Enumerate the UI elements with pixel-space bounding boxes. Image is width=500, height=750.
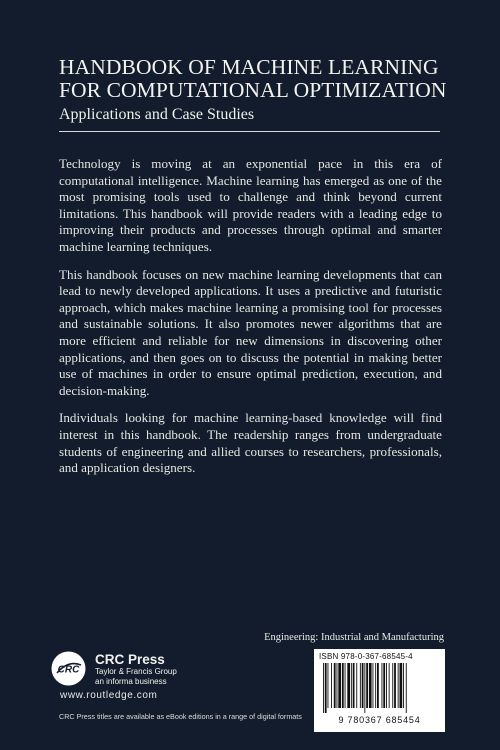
title-divider: [59, 131, 440, 132]
description: [59, 156, 442, 488]
barcode-bar: [338, 663, 341, 708]
logo-text: CRC: [57, 664, 80, 676]
subject-category: Engineering: Industrial and Manufacturing: [264, 632, 444, 643]
barcode-bar: [364, 663, 365, 713]
barcode-bar: [323, 663, 324, 713]
barcode-bar: [342, 663, 344, 708]
barcode-bar: [337, 663, 338, 708]
barcode-bar: [403, 663, 404, 708]
barcode-bar: [382, 663, 383, 708]
barcode-bar: [400, 663, 403, 708]
publisher-business: an informa business: [95, 677, 167, 686]
book-title: [59, 56, 459, 102]
title-line-1: HANDBOOK OF MACHINE LEARNING: [59, 55, 439, 79]
ebook-note: CRC Press titles are available as eBook editions in a range of digital formats: [59, 712, 302, 721]
barcode-bar: [386, 663, 387, 708]
barcode-bar: [389, 663, 390, 708]
barcode-bar: [331, 663, 332, 708]
publisher-group: Taylor & Francis Group: [95, 667, 177, 676]
barcode-bars: [323, 663, 438, 713]
barcode-bar: [328, 663, 329, 708]
barcode-digits: 9 780367 685454: [338, 715, 421, 725]
barcode-bar: [383, 663, 385, 708]
barcode-bar: [353, 663, 355, 708]
isbn-label: ISBN 978-0-367-68545-4: [319, 652, 413, 661]
crc-logo-icon: [51, 651, 86, 686]
title-line-2: FOR COMPUTATIONAL OPTIMIZATION: [59, 78, 447, 102]
barcode-bar: [362, 663, 364, 708]
barcode-bar: [377, 663, 379, 708]
barcode-bar: [375, 663, 376, 708]
barcode-bar: [398, 663, 399, 708]
barcode-bar: [351, 663, 352, 708]
barcode-bar: [369, 663, 372, 708]
barcode-bar: [406, 663, 407, 713]
barcode-bar: [325, 663, 327, 713]
publisher-website[interactable]: www.routledge.com: [60, 690, 158, 701]
barcode-bar: [360, 663, 361, 708]
publisher-name: CRC Press: [95, 652, 165, 667]
book-subtitle: Applications and Case Studies: [59, 106, 255, 123]
description-paragraph-3: Individuals looking for machine learning-based knowledge will find interest in this handbook. The readership ranges from undergraduate students of engineering and allied courses to researchers, professionals, and application designers.: [59, 410, 442, 476]
barcode-bar: [373, 663, 374, 708]
barcode-bar: [366, 663, 368, 708]
barcode-bar: [334, 663, 336, 708]
barcode-bar: [356, 663, 357, 708]
description-paragraph-2: This handbook focuses on new machine learning developments that can lead to newly developed applications. It uses a predictive and futuristic approach, which makes machine learning a promising tool for processes and sustainable solutions. It also promotes newer algorithms that are more efficient and reliable for new dimensions in discovering other applications, and then goes on to discuss the potential in making better use of machines in order to ensure optimal prediction, execution, and decision-making.: [59, 266, 442, 398]
barcode-bar: [392, 663, 393, 708]
barcode-bar: [347, 663, 350, 708]
barcode-bar: [394, 663, 396, 708]
description-paragraph-1: Technology is moving at an exponential pace in this era of computational intelligence. Machine learning has emerged as one of the most promising tools used to challenge and think beyond current limitations. This handbook will provide readers with a leading edge to improving their products and processes through optimal and smarter machine learning techniques.: [59, 156, 442, 254]
publisher-block: [95, 652, 177, 687]
barcode: [314, 649, 445, 732]
barcode-bar: [345, 663, 346, 708]
